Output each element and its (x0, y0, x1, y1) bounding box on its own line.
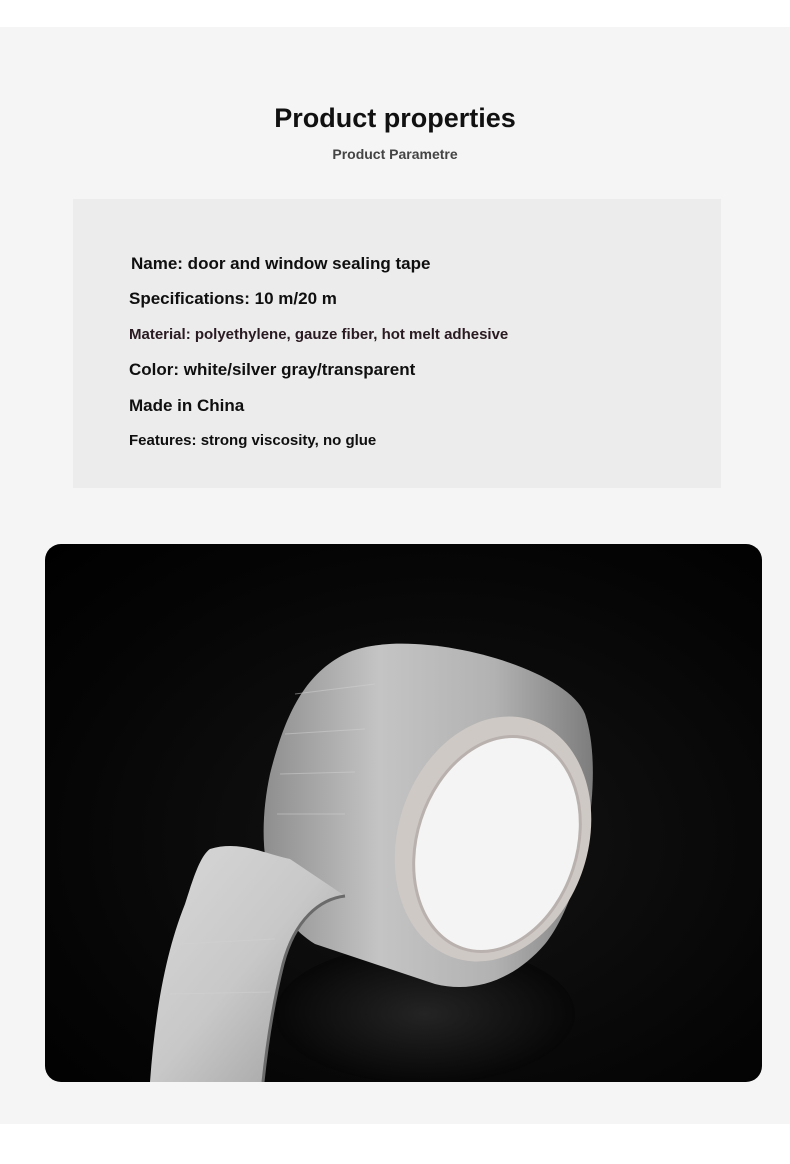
product-photo (45, 544, 762, 1082)
spec-color: Color: white/silver gray/transparent (129, 360, 416, 379)
spec-features: Features: strong viscosity, no glue (129, 432, 377, 449)
spec-origin: Made in China (129, 396, 245, 415)
spec-specifications: Specifications: 10 m/20 m (129, 289, 337, 308)
spec-name: Name: door and window sealing tape (131, 254, 431, 273)
section-subtitle: Product Parametre (332, 146, 458, 162)
section-title: Product properties (274, 103, 516, 133)
spec-box (73, 199, 721, 488)
spec-material: Material: polyethylene, gauze fiber, hot melt adhesive (129, 326, 509, 343)
tape-roll-illustration (45, 544, 762, 1082)
